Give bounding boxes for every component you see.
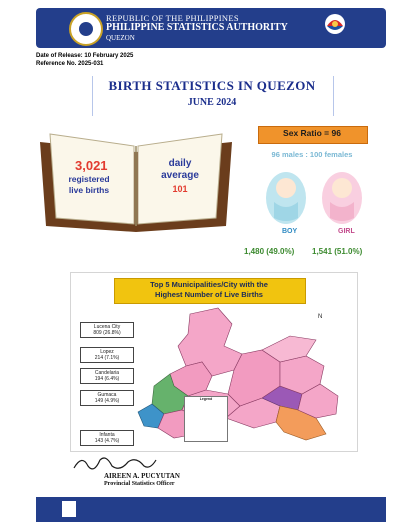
signatory-title: Provincial Statistics Officer bbox=[104, 481, 175, 487]
daily-average-label: daily average bbox=[161, 158, 199, 181]
boy-label: BOY bbox=[282, 228, 298, 235]
legend-title: Legend bbox=[199, 397, 213, 401]
header-line-1: REPUBLIC OF THE PHILIPPINES bbox=[106, 13, 239, 23]
release-info bbox=[36, 52, 133, 68]
callout-gumaca: Gumaca 149 (4.9%) bbox=[80, 390, 134, 406]
release-date: Date of Release: 10 February 2025 bbox=[36, 53, 134, 59]
page-title: BIRTH STATISTICS IN QUEZON bbox=[108, 78, 316, 93]
boy-count: 1,480 (49.0%) bbox=[244, 247, 295, 256]
total-births-value: 3,021 bbox=[75, 158, 108, 173]
compass-icon: N bbox=[318, 314, 323, 320]
sex-ratio-detail: 96 males : 100 females bbox=[271, 150, 353, 159]
quezon-province-map bbox=[130, 306, 352, 446]
girl-count: 1,541 (51.0%) bbox=[312, 247, 363, 256]
signature-image bbox=[70, 452, 160, 474]
header-line-3: QUEZON bbox=[106, 34, 135, 42]
daily-average-value: 101 bbox=[172, 184, 188, 194]
total-births-label: registered live births bbox=[68, 174, 110, 195]
page-subtitle: JUNE 2024 bbox=[187, 97, 237, 108]
sex-ratio-label: Sex Ratio = 96 bbox=[283, 128, 341, 138]
callout-lucena-city: Lucena City 809 (26.8%) bbox=[80, 322, 134, 338]
boy-baby-icon bbox=[262, 166, 310, 226]
callout-lopez: Lopez 214 (7.1%) bbox=[80, 347, 134, 363]
reference-number: Reference No. 2025-031 bbox=[36, 61, 104, 67]
callout-candelaria: Candelaria 194 (6.4%) bbox=[80, 368, 134, 384]
signatory-name: AIREEN A. PUCYUTAN bbox=[104, 472, 180, 480]
girl-label: GIRL bbox=[338, 228, 355, 235]
map-legend bbox=[184, 396, 228, 442]
footer-banner bbox=[36, 497, 386, 522]
girl-baby-icon bbox=[318, 166, 366, 226]
qr-code-icon bbox=[62, 501, 76, 517]
psa-seal-icon bbox=[69, 12, 103, 46]
header-line-2: PHILIPPINE STATISTICS AUTHORITY bbox=[106, 22, 288, 33]
callout-infanta: Infanta 143 (4.7%) bbox=[80, 430, 134, 446]
bagong-pilipinas-logo-icon bbox=[318, 12, 352, 40]
map-title: Top 5 Municipalities/City with the Highest Number of Live Births bbox=[150, 280, 268, 299]
